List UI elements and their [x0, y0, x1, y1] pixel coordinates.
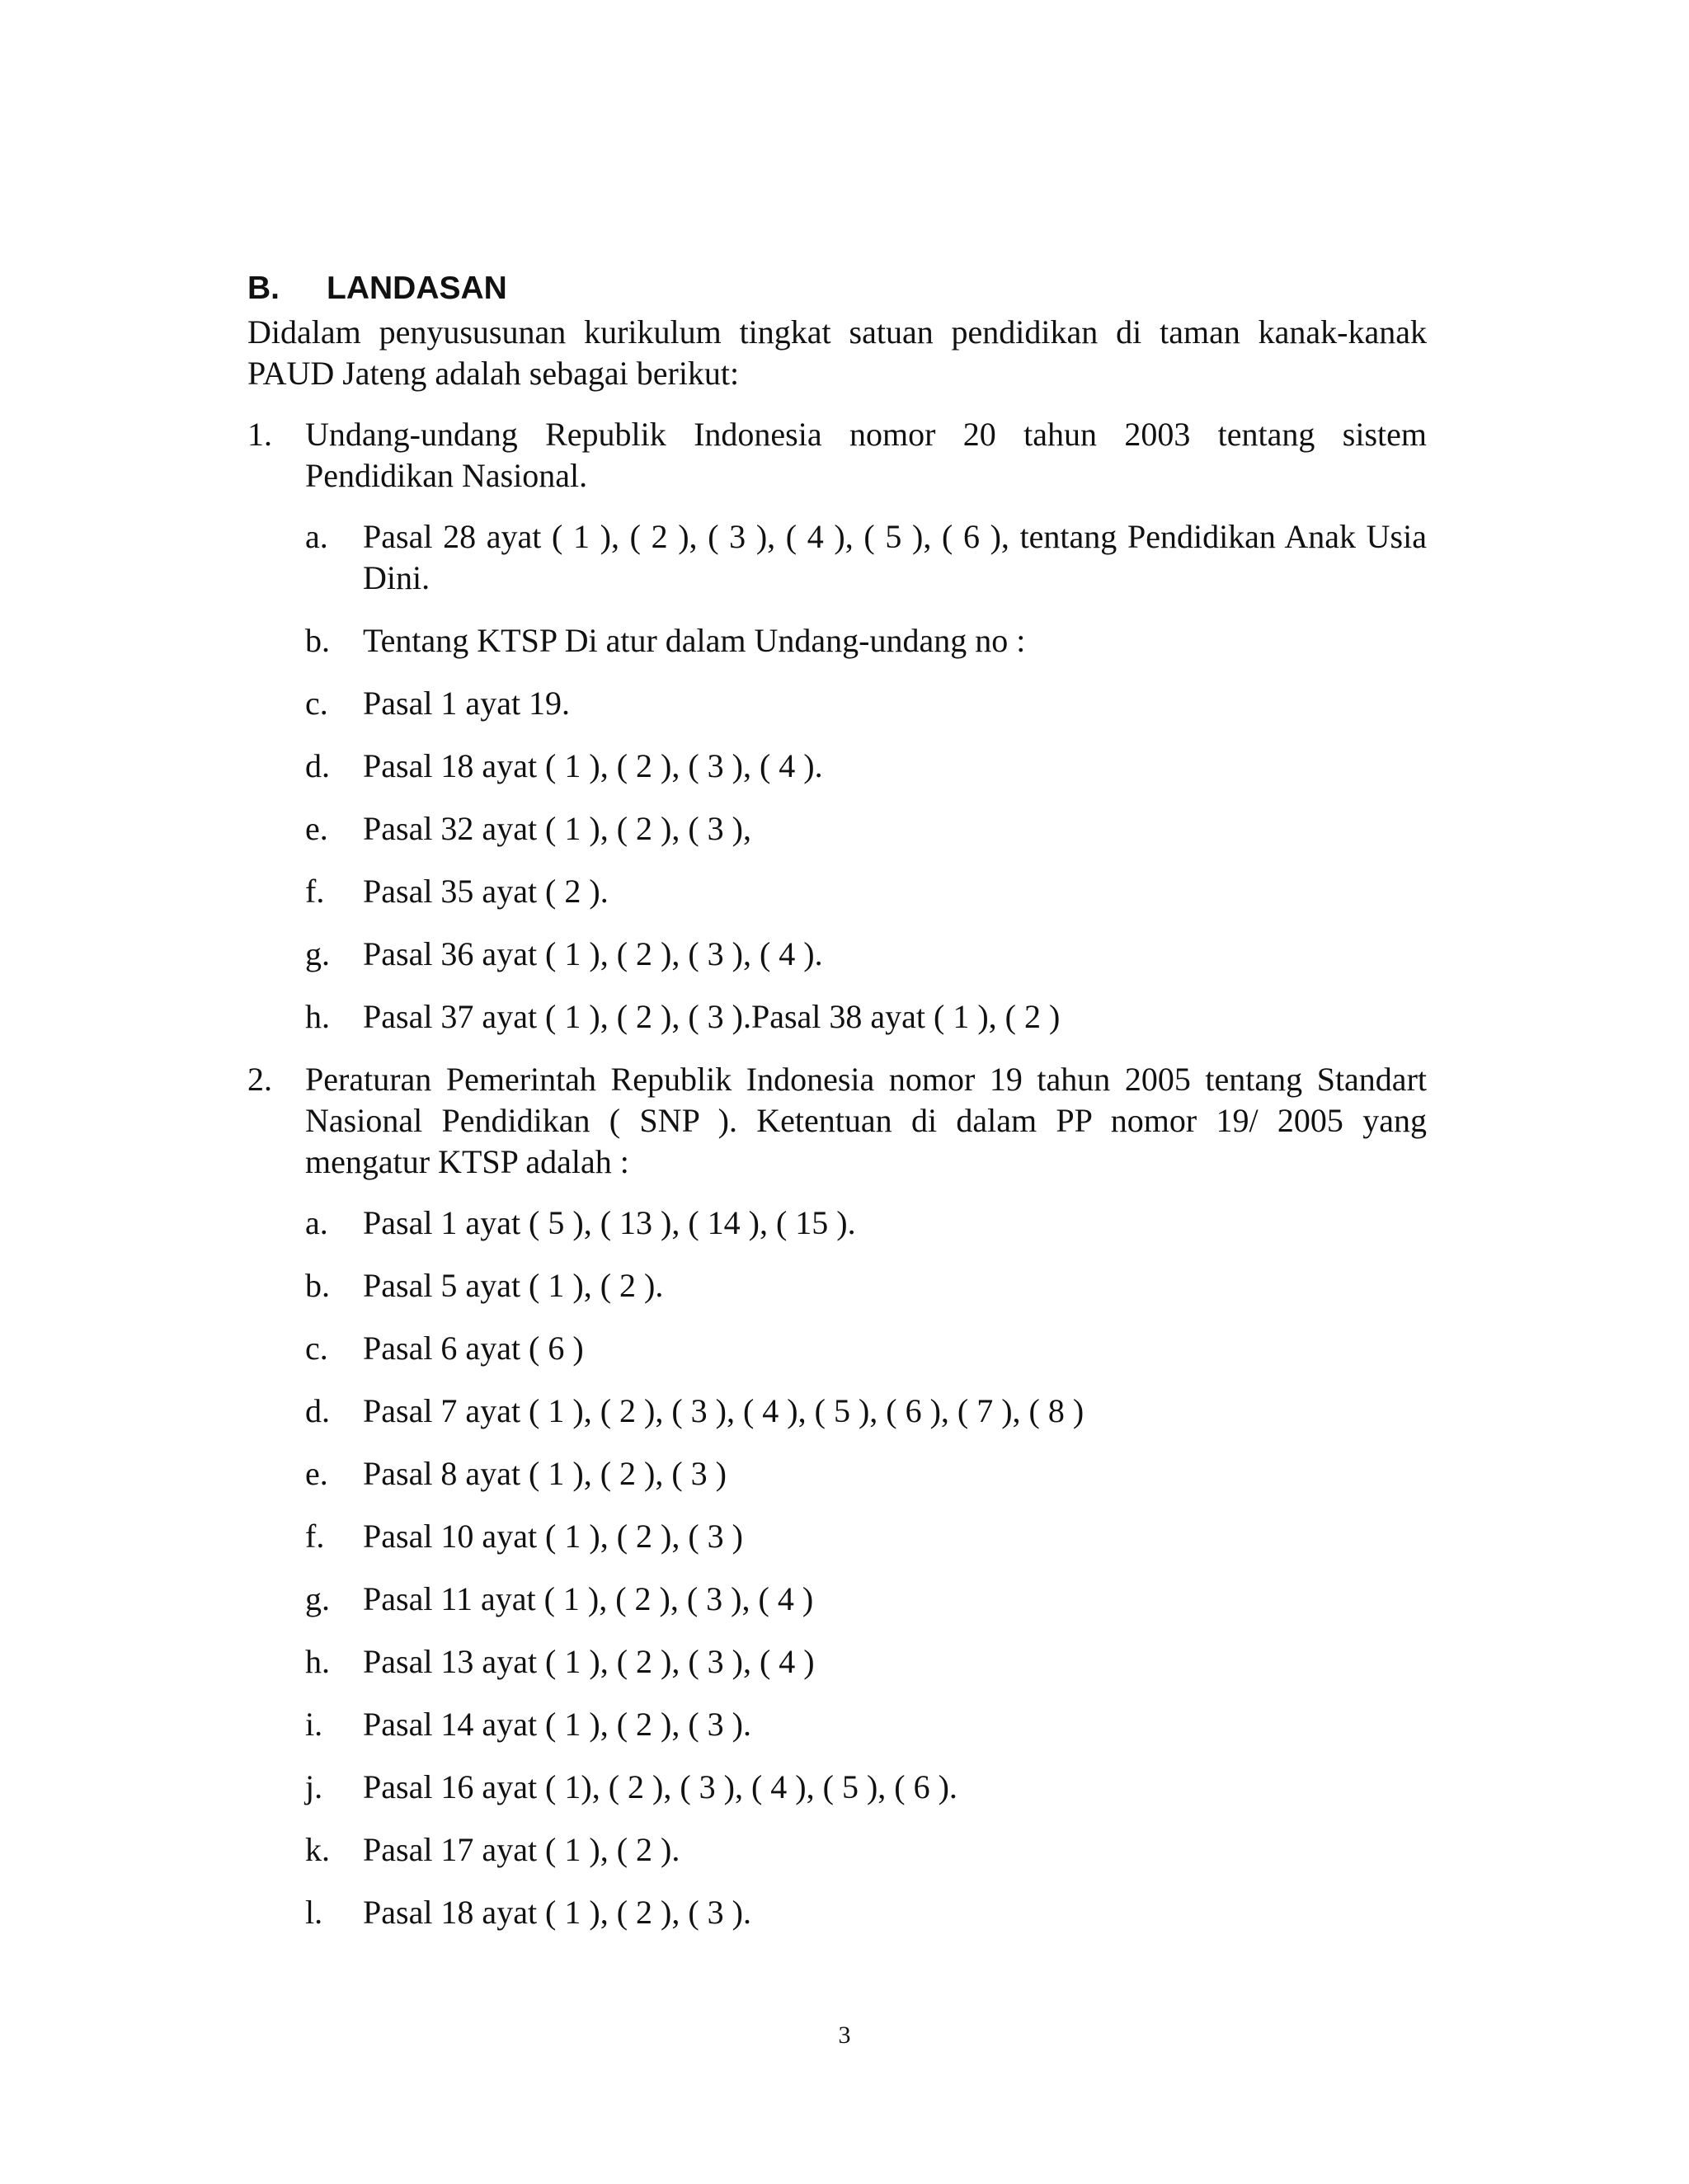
sub-list-2: [247, 1203, 1427, 1933]
sub-item-text: Pasal 36 ayat ( 1 ), ( 2 ), ( 3 ), ( 4 ).: [363, 935, 823, 972]
sub-item-marker: k.: [305, 1831, 330, 1868]
sub-item-text: Pasal 5 ayat ( 1 ), ( 2 ).: [363, 1267, 664, 1304]
sub-item-marker: b.: [305, 1267, 330, 1304]
sub-item-marker: d.: [305, 747, 330, 784]
sub-item-text: Pasal 14 ayat ( 1 ), ( 2 ), ( 3 ).: [363, 1706, 751, 1743]
section-heading: [247, 266, 1427, 312]
list-item: [247, 683, 1427, 724]
sub-item-text: Pasal 18 ayat ( 1 ), ( 2 ), ( 3 ).: [363, 1894, 751, 1931]
list-item: [247, 1641, 1427, 1683]
sub-item-text: Pasal 32 ayat ( 1 ), ( 2 ), ( 3 ),: [363, 810, 751, 847]
sub-item-text: Pasal 6 ayat ( 6 ): [363, 1330, 584, 1367]
list-item: [247, 1516, 1427, 1557]
list-item: [247, 1328, 1427, 1369]
page-content: [247, 266, 1427, 1955]
item-marker: 1.: [247, 416, 272, 453]
sub-item-marker: j.: [305, 1768, 323, 1805]
sub-item-text: Pasal 13 ayat ( 1 ), ( 2 ), ( 3 ), ( 4 ): [363, 1643, 815, 1680]
sub-item-marker: l.: [305, 1894, 323, 1931]
list-item: [247, 934, 1427, 975]
item-marker: 2.: [247, 1061, 272, 1098]
list-item: [247, 1579, 1427, 1620]
list-item: [247, 1391, 1427, 1432]
sub-item-marker: a.: [305, 1204, 328, 1241]
sub-item-text: Pasal 37 ayat ( 1 ), ( 2 ), ( 3 ).Pasal 38 ayat ( 1 ), ( 2 ): [363, 998, 1061, 1035]
page-number: 3: [838, 2022, 851, 2049]
list-item: [247, 1829, 1427, 1871]
sub-item-text: Pasal 18 ayat ( 1 ), ( 2 ), ( 3 ), ( 4 ).: [363, 747, 823, 784]
sub-item-text: Tentang KTSP Di atur dalam Undang-undang no :: [363, 622, 1026, 659]
sub-item-text: Pasal 11 ayat ( 1 ), ( 2 ), ( 3 ), ( 4 ): [363, 1580, 814, 1617]
sub-item-text: Pasal 10 ayat ( 1 ), ( 2 ), ( 3 ): [363, 1518, 743, 1555]
item-text: Undang-undang Republik Indonesia nomor 20 tahun 2003 tentang sistem Pendidikan Nasional.: [305, 416, 1427, 494]
section-letter: B.: [247, 271, 280, 306]
numbered-item-2: [247, 1059, 1427, 1183]
item-text: Peraturan Pemerintah Republik Indonesia nomor 19 tahun 2005 tentang Standart Nasional Pendidikan ( SNP ). Ketentuan di dalam PP nomor 19/ 2005 yang mengatur KTSP adalah :: [305, 1061, 1427, 1180]
sub-item-text: Pasal 1 ayat ( 5 ), ( 13 ), ( 14 ), ( 15 ).: [363, 1204, 856, 1241]
sub-item-marker: a.: [305, 518, 328, 555]
sub-item-text: Pasal 1 ayat 19.: [363, 685, 571, 722]
sub-item-text: Pasal 16 ayat ( 1), ( 2 ), ( 3 ), ( 4 ), ( 5 ), ( 6 ).: [363, 1768, 957, 1805]
list-item: [247, 1265, 1427, 1306]
sub-item-marker: h.: [305, 1643, 330, 1680]
sub-item-marker: g.: [305, 1580, 330, 1617]
sub-item-text: Pasal 28 ayat ( 1 ), ( 2 ), ( 3 ), ( 4 ), ( 5 ), ( 6 ), tentang Pendidikan Anak Usia Dini.: [363, 518, 1427, 596]
list-item: [247, 871, 1427, 912]
list-item: [247, 1453, 1427, 1494]
sub-item-marker: e.: [305, 1455, 328, 1492]
list-item: [247, 746, 1427, 787]
sub-item-marker: h.: [305, 998, 330, 1035]
list-item: [247, 1203, 1427, 1244]
list-item: [247, 996, 1427, 1038]
numbered-item-1: [247, 414, 1427, 497]
sub-item-text: Pasal 17 ayat ( 1 ), ( 2 ).: [363, 1831, 680, 1868]
sub-item-text: Pasal 35 ayat ( 2 ).: [363, 873, 609, 910]
sub-item-marker: c.: [305, 1330, 328, 1367]
list-item: [247, 516, 1427, 599]
sub-item-marker: c.: [305, 685, 328, 722]
list-item: [247, 1892, 1427, 1933]
sub-item-marker: g.: [305, 935, 330, 972]
list-item: [247, 1767, 1427, 1808]
list-item: [247, 1704, 1427, 1745]
sub-item-marker: e.: [305, 810, 328, 847]
list-item: [247, 808, 1427, 850]
sub-item-marker: b.: [305, 622, 330, 659]
list-item: [247, 620, 1427, 661]
sub-item-marker: f.: [305, 873, 325, 910]
sub-item-text: Pasal 8 ayat ( 1 ), ( 2 ), ( 3 ): [363, 1455, 727, 1492]
sub-item-marker: d.: [305, 1392, 330, 1429]
intro-paragraph: Didalam penyususunan kurikulum tingkat satuan pendidikan di taman kanak-kanak PAUD Jateng adalah sebagai berikut:: [247, 313, 1427, 392]
sub-item-marker: f.: [305, 1518, 325, 1555]
sub-list-1: [247, 516, 1427, 1038]
section-title: LANDASAN: [327, 271, 507, 306]
sub-item-text: Pasal 7 ayat ( 1 ), ( 2 ), ( 3 ), ( 4 ), ( 5 ), ( 6 ), ( 7 ), ( 8 ): [363, 1392, 1084, 1429]
sub-item-marker: i.: [305, 1706, 323, 1743]
